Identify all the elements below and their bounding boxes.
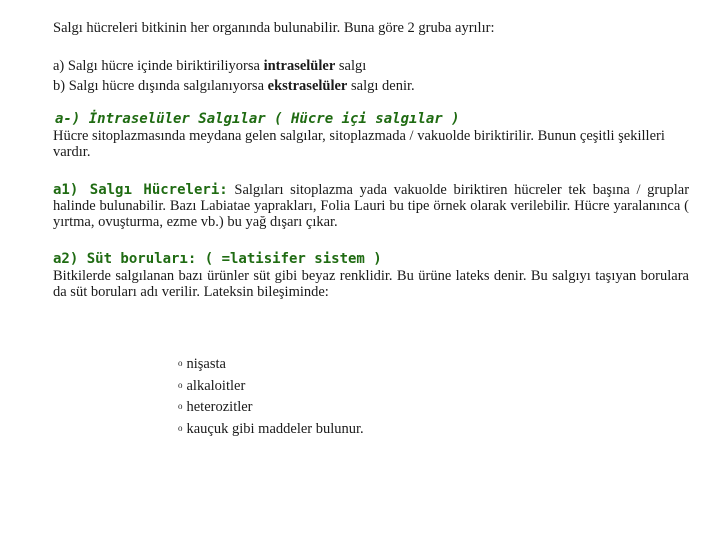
section-a1-heading: a1) Salgı Hücreleri: (53, 182, 228, 198)
latex-components-list (178, 353, 364, 439)
document-page (53, 20, 689, 300)
section-a1-body: Salgıları sitoplazma yada vakuolde biriktiren hücreler tek başına / gruplar halinde bulunabilir. Bazı Labiatae yaprakları, Folia Lauri bu tipe örnek olarak verilebilir. Hücre yaralanınca ( yırtma, ovuşturma, ezme vb.) bu yağ dışarı çıkar. (53, 182, 690, 230)
bullet-circle-icon: o (178, 379, 183, 390)
section-a-heading: a-) İntraselüler Salgılar ( Hücre içi salgılar ) (55, 111, 460, 127)
type-b-prefix: b) Salgı hücre dışında salgılanıyorsa (53, 78, 268, 94)
type-b-suffix: salgı denir. (347, 78, 415, 94)
intro-text: Salgı hücreleri bitkinin her organında bulunabilir. Buna göre 2 gruba ayrılır: (53, 20, 495, 36)
type-a-prefix: a) Salgı hücre içinde biriktiriliyorsa (53, 58, 264, 74)
type-extracellular (53, 76, 689, 96)
section-a2-heading-line (53, 250, 689, 268)
bullet-circle-icon: o (178, 358, 183, 368)
section-a-heading-line (55, 110, 689, 128)
bullet-circle-icon: o (178, 422, 183, 433)
list-item: o heterozitler (178, 399, 253, 415)
section-a2-heading: a2) Süt boruları: ( =latisifer sistem ) (53, 251, 382, 267)
list-item: o alkaloitler (178, 377, 246, 394)
list-item: o kauçuk gibi maddeler bulunur. (178, 420, 364, 437)
type-intracellular (53, 56, 689, 76)
secretion-types (53, 56, 689, 96)
type-a-suffix: salgı (335, 58, 367, 74)
bullet-circle-icon: o (178, 401, 183, 411)
section-a2-body: Bitkilerde salgılanan bazı ürünler süt gibi beyaz renklidir. Bu ürüne lateks denir. Bu salgıyı taşıyan borulara da süt boruları adı verilir. Lateksin bileşiminde: (53, 268, 689, 300)
type-b-term: ekstraselüler (267, 78, 348, 94)
section-a-body: Hücre sitoplazmasında meydana gelen salgılar, sitoplazmada / vakuolde biriktirilir. Bunun çeşitli şekilleri vardır. (53, 128, 665, 160)
type-a-term: intraselüler (263, 58, 336, 74)
list-item: o nişasta (178, 356, 226, 372)
section-a1 (53, 182, 689, 230)
